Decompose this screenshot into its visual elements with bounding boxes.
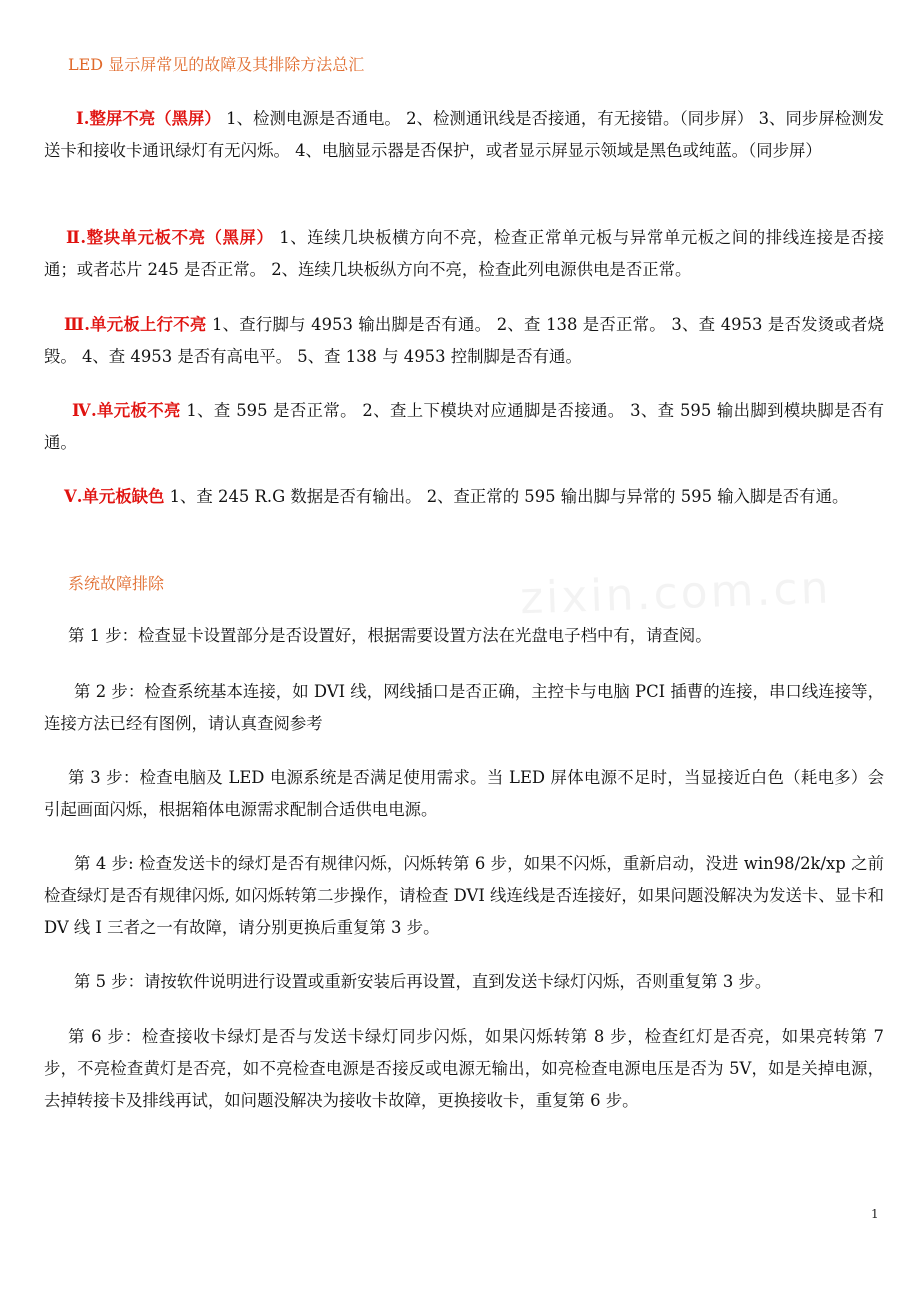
fault-item-2 (44, 222, 884, 286)
fault-text-3: 1、查行脚与 4953 输出脚是否有通。 2、查 138 是否正常。 3、查 4953 是否发烫或者烧毁。 4、查 4953 是否有高电平。 5、查 138 与 4953 控制脚是否有通。 (44, 315, 884, 366)
watermark (519, 563, 832, 625)
fault-text-2: 1、连续几块板横方向不亮，检查正常单元板与异常单元板之间的排线连接是否接通；或者芯片 245 是否正常。 2、连续几块板纵方向不亮，检查此列电源供电是否正常。 (44, 228, 884, 279)
step-4: 第 4 步: 检查发送卡的绿灯是否有规律闪烁，闪烁转第 6 步，如果不闪烁，重新启动，没进 win98/2k/xp 之前检查绿灯是否有规律闪烁, 如闪烁转第二步操作，请检查 DVI 线连线是否连接好，如果问题没解决为发送卡、显卡和 DV 线 I 三者之一有故障，请分别更换后重复第 3 步。 (44, 854, 884, 937)
fault-item-3 (44, 309, 884, 373)
step-3: 第 3 步：检查电脑及 LED 电源系统是否满足使用需求。当 LED 屏体电源不足时，当显接近白色（耗电多）会引起画面闪烁，根据箱体电源需求配制合适供电电源。 (44, 768, 884, 819)
step-1: 第 1 步：检查显卡设置部分是否设置好，根据需要设置方法在光盘电子档中有，请查阅。 (68, 626, 712, 645)
fault-heading-1: Ⅰ.整屏不亮（黑屏） (76, 109, 221, 128)
fault-text-1: 1、检测电源是否通电。 2、检测通讯线是否接通，有无接错。（同步屏） 3、同步屏检测发送卡和接收卡通讯绿灯有无闪烁。 4、电脑显示器是否保护，或者显示屏显示领域是黑色或纯蓝。（同步屏） (44, 109, 885, 160)
fault-item-4 (44, 395, 884, 459)
step-2: 第 2 步：检查系统基本连接，如 DVI 线，网线插口是否正确，主控卡与电脑 PCI 插曹的连接，串口线连接等，连接方法已经有图例，请认真查阅参考 (44, 682, 884, 733)
fault-heading-5: Ⅴ.单元板缺色 (64, 487, 165, 506)
fault-text-4: 1、查 595 是否正常。 2、查上下模块对应通脚是否接通。 3、查 595 输出脚到模块脚是否有通。 (44, 401, 884, 452)
step-5: 第 5 步：请按软件说明进行设置或重新安装后再设置，直到发送卡绿灯闪烁，否则重复第 3 步。 (74, 972, 772, 991)
document-title: LED 显示屏常见的故障及其排除方法总汇 (68, 55, 365, 74)
page-number: 1 (871, 1207, 879, 1221)
fault-heading-2: Ⅱ.整块单元板不亮（黑屏） (66, 228, 274, 247)
step-6: 第 6 步：检查接收卡绿灯是否与发送卡绿灯同步闪烁，如果闪烁转第 8 步，检查红灯是否亮，如果亮转第 7 步，不亮检查黄灯是否亮，如不亮检查电源是否接反或电源无输出，如亮检查电源电压是否为 5V，如是关掉电源，去掉转接卡及排线再试，如问题没解决为接收卡故障，更换接收卡，重复第 6 步。 (44, 1027, 884, 1110)
section-title: 系统故障排除 (68, 574, 165, 593)
fault-item-5 (44, 481, 884, 513)
fault-text-5: 1、查 245 R.G 数据是否有输出。 2、查正常的 595 输出脚与异常的 595 输入脚是否有通。 (164, 487, 849, 506)
fault-heading-4: Ⅳ.单元板不亮 (72, 401, 181, 420)
fault-heading-3: Ⅲ.单元板上行不亮 (64, 315, 207, 334)
fault-item-1 (44, 103, 884, 167)
